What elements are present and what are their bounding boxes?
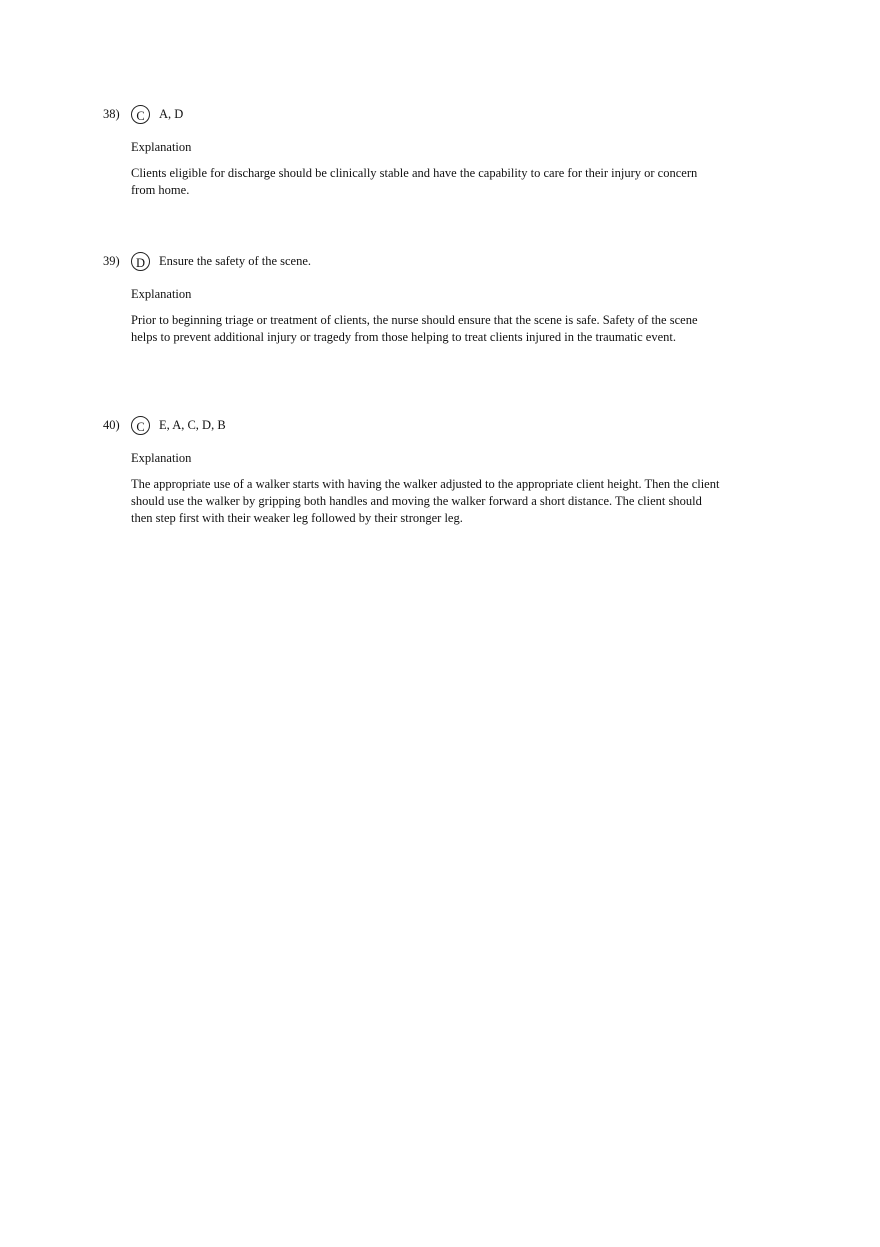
- answer-text: E, A, C, D, B: [159, 418, 226, 432]
- question-number: 38): [103, 107, 120, 121]
- answer-text: A, D: [159, 107, 184, 121]
- explanation-text: Clients eligible for discharge should be clinically stable and have the capability to care for their injury or concern from home.: [131, 166, 698, 197]
- explanation-text: Prior to beginning triage or treatment of clients, the nurse should ensure that the scene is safe. Safety of the scene helps to prevent additional injury or tragedy from those helping to treat clients injured in the traumatic event.: [131, 313, 698, 344]
- explanation-label: Explanation: [131, 451, 192, 465]
- answer-text: Ensure the safety of the scene.: [159, 254, 312, 268]
- explanation-text: The appropriate use of a walker starts with having the walker adjusted to the appropriate client height. Then the client should use the walker by gripping both handles and moving the walker forward a short distance. The client should then step first with their weaker leg followed by their stronger leg.: [131, 477, 720, 525]
- answer-letter-circle: C: [131, 105, 150, 124]
- explanation-label: Explanation: [131, 287, 192, 301]
- answer-letter-circle: D: [131, 252, 150, 271]
- question-number: 39): [103, 254, 120, 268]
- question-number: 40): [103, 418, 120, 432]
- explanation-label: Explanation: [131, 140, 192, 154]
- answer-letter-circle: C: [131, 416, 150, 435]
